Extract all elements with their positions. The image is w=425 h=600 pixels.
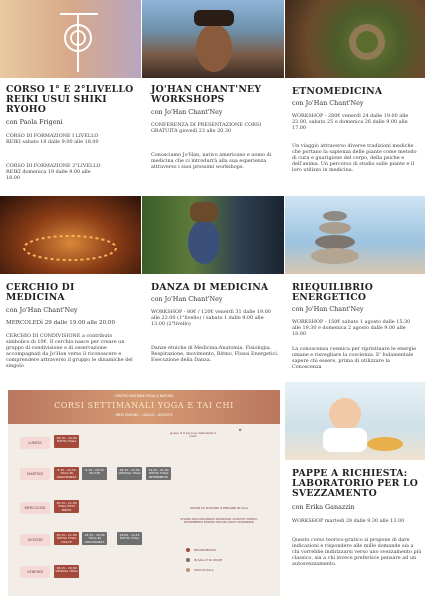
schedule-note-groups: gruppi di 6 persone distanziate 2 metri xyxy=(169,431,217,439)
etnomedicina-teacher: con Jo'Han Chant'Ney xyxy=(292,99,364,107)
weekly-schedule-flyer xyxy=(8,390,280,596)
pappe-workshop: WORKSHOP martedì 28 dalle 9.30 alle 13.00 xyxy=(292,518,405,524)
schedule-banner-title: CORSI SETTIMANALI YOGA E TAI CHI xyxy=(54,401,234,410)
pappe-teacher: con Erika Ganazzin xyxy=(292,503,355,511)
riequilibrio-description: La conoscenza cosmica per ripristinare le energie umane e risvegliare la coscienza. E' fodamentale sapere chi essere, prima di utilizzare la Conoscenza xyxy=(292,346,417,371)
danza-description: Danze etniche di Medicina:Anatomia, Fisiologia, Respirazione, movimento, Ritmo, Flussi Energetici. Esecuzione della Danza. xyxy=(151,345,279,364)
slot-martedi-hatha-intermedio: 19.45 - 21.00 HATHA YOGA INTERMEDIO xyxy=(146,467,171,480)
legend-programmato: PROGRAMMATO xyxy=(194,548,217,552)
slot-giovedi-hatha: 18.00 - 19.15 HATHA YOGA xyxy=(117,532,142,545)
slot-giovedi-dolce: 10.15 - 11.30 HATHA YOGA DOLCE xyxy=(54,532,79,545)
cerchio-date: MERCOLEDì 29 dalle 19.00 alle 20.00 xyxy=(6,320,116,326)
johan-portrait-image xyxy=(142,0,284,78)
reiki-course-1: CORSO DI FORMAZIONE I LIVELLO REIKI sabato 18 dalle 9.00 alle 18.00 xyxy=(6,133,99,146)
legend-sala-zoom: IN SALA E SU ZOOM xyxy=(194,558,223,562)
slot-venerdi-vinyasa: 18.15 - 19.30 VINYASA YOGA xyxy=(54,565,79,578)
reiki-title: CORSO 1° E 2°LIVELLO REIKI USUI SHIKI RYOHO xyxy=(6,84,134,115)
danza-workshop: WORKSHOP - 80€ / 120€ venerdì 31 dalle 19.00 alle 23.00 (1°livello) / sabato 1 dalle 9.00 alle 13.00 (2°livello) xyxy=(151,309,271,328)
circle-candles-image xyxy=(0,196,141,274)
schedule-note-signup: STIAMO RACCOGLIENDO ISCRIZIONI. ISCRIVITI SUBITO! POTREBBERO ESSERE ANCORA POSTI DISPONIBILI xyxy=(180,517,258,525)
legend-solo-sala: SOLO IN SALA xyxy=(194,568,214,572)
day-label-giovedi: GIOVEDì xyxy=(20,534,50,546)
schedule-months: MESI GIUGNO - LUGLIO - AGOSTO xyxy=(115,413,173,417)
workshops-description: Conosciamo Jo'Han, nativo americano e uomo di medicina che ci introdurrà alla sua esperienza attraverso i suoi prossimi workshops. xyxy=(151,152,272,171)
cerchio-teacher: con Jo'Han Chant'Ney xyxy=(6,306,78,314)
etnomedicina-description: Un viaggio attraverso diverse tradizioni mediche che portano la sapienza delle piante come metodo di cura e guarigione del corpo, della psiche e dell'anima. Un percorso di studio sulle piante e il loro utilizzo in medicina. xyxy=(292,143,417,174)
legend-dot-programmato xyxy=(186,548,190,552)
matrika-logo: ✿ xyxy=(238,428,242,432)
slot-giovedi-gravidanza: 18.15 - 19.30 YOGA IN GRAVIDANZA xyxy=(82,532,107,545)
schedule-center-name: CENTRO MATRIKA YOGA & NATURA xyxy=(114,394,174,398)
riequilibrio-teacher: con Jo'Han Chant'Ney xyxy=(292,305,364,313)
reiki-symbol-image xyxy=(0,0,141,78)
slot-martedi-taichi: 9.15 - 10.30 TAI CHI xyxy=(82,467,107,480)
day-label-mercoledi: MERCOLEDì xyxy=(20,502,50,514)
reiki-teacher: con Paola Frigeni xyxy=(6,118,63,126)
workshops-title: JO'HAN CHANT'NEY WORKSHOPS xyxy=(151,84,262,105)
danza-title: DANZA DI MEDICINA xyxy=(151,282,269,293)
riequilibrio-workshop: WORKSHOP - 150€ sabato 1 agosto dalle 15.30 alle 19.30 e domenica 2 agosto dalle 9.00 alle 18.00 xyxy=(292,319,411,338)
riequilibrio-title: RIEQUILIBRIO ENERGETICO xyxy=(292,282,374,303)
pappe-title: PAPPE A RICHIESTA: LABORATORIO PER LO SVEZZAMENTO xyxy=(292,468,419,499)
day-label-lunedi: LUNEDì xyxy=(20,437,50,449)
slot-lunedi-hatha: 18.15 - 19.30 HATHA YOGA xyxy=(54,435,79,448)
pappe-description: Questo corso teorico-pratico si propone di dare indicazioni e rispondere alle mille domande sia a chi vorrebbe indirizzarsi verso uno svezzamento più classico, sia a chi invece preferisce pensare ad un autosvezzamento. xyxy=(292,537,422,568)
baby-eating-image xyxy=(285,382,425,460)
dancer-image xyxy=(142,196,284,274)
cerchio-description: CERCHIO DI CONDIVISIONE a contributo simbolico di 10€. Il cerchio nasce per creare un gruppo di condivisione e di osservazione accompagnati da Jo'Han verso il riconoscere e comprendere attraverso il gruppo le dinamiche del singolo xyxy=(6,333,133,370)
cerchio-title: CERCHIO DI MEDICINA xyxy=(6,282,75,303)
day-label-venerdi: VENERDì xyxy=(20,566,50,578)
balanced-stones-image xyxy=(285,196,425,274)
herbs-mortar-image xyxy=(285,0,425,78)
danza-teacher: con Jo'Han Chant'Ney xyxy=(151,295,223,303)
reiki-course-2: CORSO DI FORMAZIONE 2°LIVELLO REIKI domenica 19 dalle 9.00 alle 18.00 xyxy=(6,163,101,182)
workshops-teacher: con Jo'Han Chant'Ney xyxy=(151,108,223,116)
slot-martedi-gravidanza: 9.15 - 10.30 YOGA IN GRAVIDANZA xyxy=(54,467,79,480)
slot-mercoledi-postparto: 10.15 - 11.30 YOGA POST PARTO xyxy=(54,500,79,513)
day-label-martedi: MARTEDì xyxy=(20,468,50,480)
etnomedicina-title: ETNOMEDICINA xyxy=(292,86,383,97)
legend-dot-sala-zoom xyxy=(186,558,190,562)
legend-dot-solo-sala xyxy=(186,568,190,572)
schedule-note-max: GRUPPI DA MASSIMO 8 PERSONE IN SALA xyxy=(189,506,249,510)
etnomedicina-workshop: WORKSHOP - 280€ venerdì 24 dalle 19.00 alle 23.00, sabato 25 e domenica 26 dalle 9.00 alle 17.00 xyxy=(292,113,409,132)
slot-martedi-vinyasa: 18.15 - 19.30 VINYASA YOGA xyxy=(117,467,142,480)
workshops-conference: CONFERENZA DI PRESENTAZIONE CORSI GRATUITA giovedì 23 alle 20.30 xyxy=(151,122,262,135)
reiki-symbol-icon xyxy=(0,0,141,78)
